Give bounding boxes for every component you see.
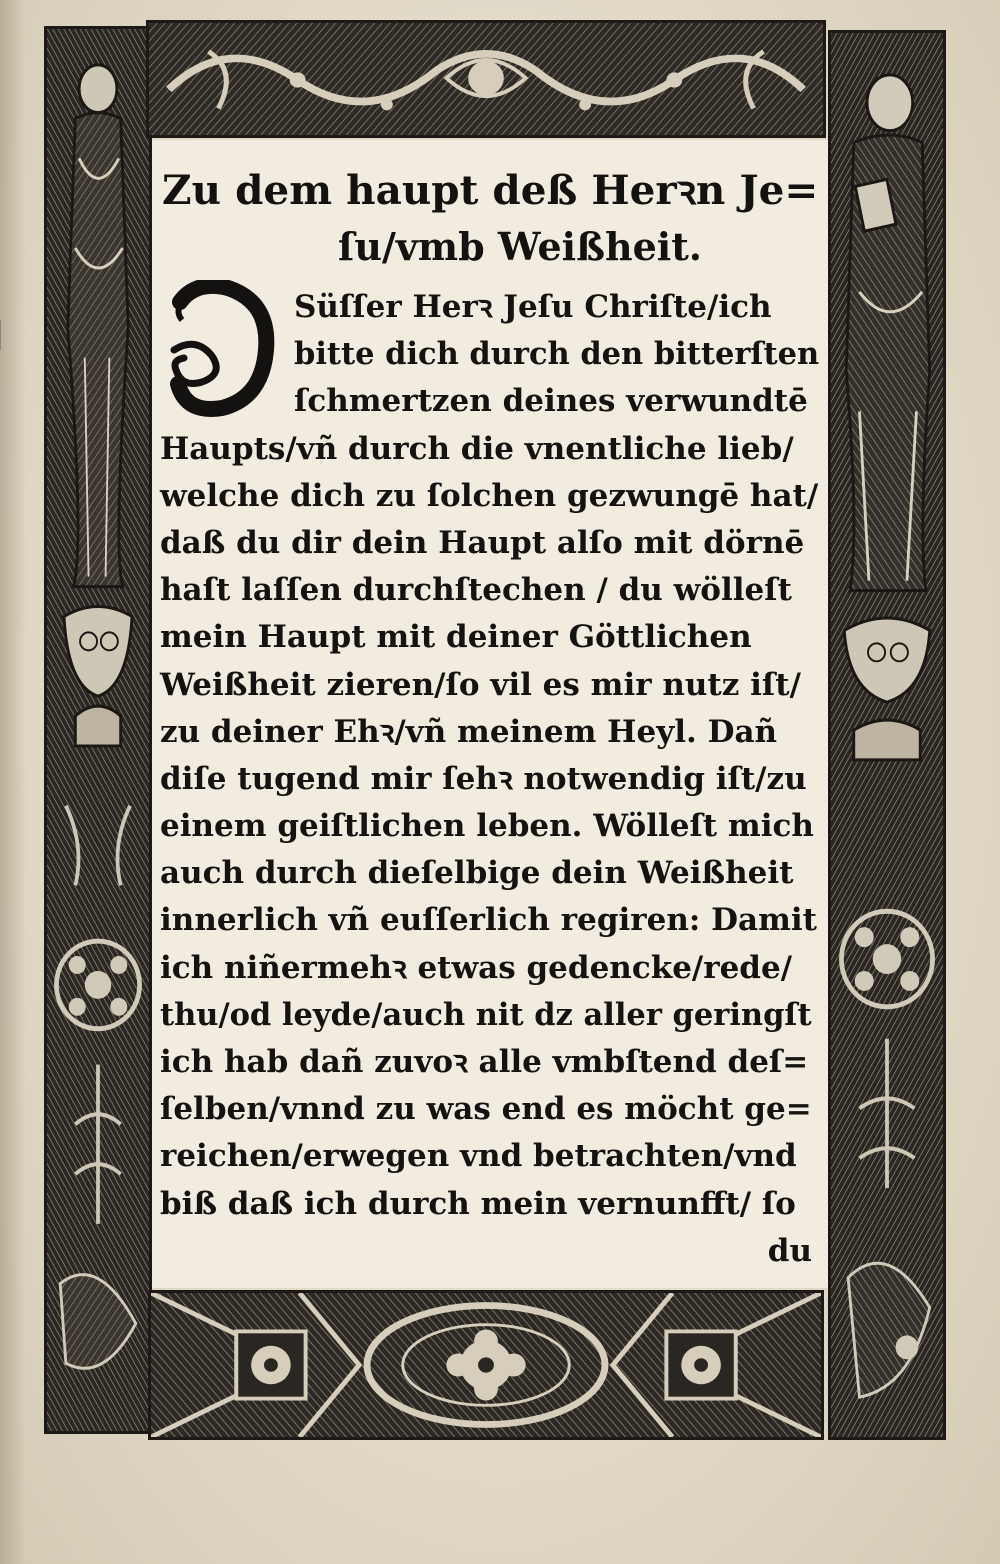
text-line: Weißheit zieren/ſo vil es mir nutz iſt/ bbox=[160, 666, 801, 703]
text-line: welche dich zu ſolchen gezwungē hat/ bbox=[160, 477, 819, 514]
woodcut-top-foliage bbox=[149, 23, 823, 135]
woodcut-bottom-rosettes bbox=[151, 1293, 821, 1437]
binding-gutter bbox=[0, 0, 26, 1564]
text-line: innerlich vñ euſſerlich regiren: Damit bbox=[160, 902, 817, 939]
text-line: ſelben/vnnd zu was end es möcht ge= bbox=[160, 1091, 812, 1128]
text-line: auch durch dieſelbige dein Weißheit bbox=[160, 855, 794, 892]
text-line: haſt laſſen durchſtechen / du wölleſt bbox=[160, 572, 792, 609]
text-line: Süſſer Herꝛ Jeſu Chriſte/ich bbox=[294, 289, 772, 325]
text-line: ich hab dañ zuvoꝛ alle vmbſtend deſ= bbox=[160, 1044, 809, 1080]
heading-line-1: Zu dem haupt deß Herꝛn Je= bbox=[162, 166, 819, 214]
text-line: ich niñermehꝛ etwas gedencke/rede/ bbox=[160, 949, 793, 986]
text-line: reichen/erwegen vnd betrachten/vnd bbox=[160, 1138, 797, 1175]
text-line: zu deiner Ehꝛ/vñ meinem Heyl. Dañ bbox=[160, 713, 778, 750]
woodcut-border-bottom bbox=[148, 1290, 824, 1440]
text-line: mein Haupt mit deiner Göttlichen bbox=[160, 619, 752, 656]
text-line: daß du dir dein Haupt alſo mit dörnē bbox=[160, 524, 805, 561]
text-line: diſe tugend mir ſehꝛ notwendig iſt/zu bbox=[160, 760, 807, 797]
text-line: thu/od leyde/auch nit dz aller geringſt bbox=[160, 996, 812, 1033]
woodcut-border-top bbox=[146, 20, 826, 138]
text-line: ſchmertzen deines verwundtē bbox=[294, 383, 808, 420]
prayer-body-text bbox=[160, 284, 820, 1275]
heading-line-2: ſu/vmb Weißheit. bbox=[337, 224, 703, 269]
prayer-heading bbox=[162, 160, 818, 274]
text-line: Haupts/vñ durch die vnentliche lieb/ bbox=[160, 430, 794, 467]
woodcut-border-left bbox=[44, 26, 152, 1434]
catchword: du bbox=[767, 1232, 812, 1269]
woodcut-left-illustration bbox=[47, 29, 149, 1431]
woodcut-right-illustration bbox=[831, 33, 943, 1437]
text-line: biß daß ich durch mein vernunfft/ ſo bbox=[160, 1185, 796, 1222]
text-line: einem geiſtlichen leben. Wölleſt mich bbox=[160, 808, 814, 845]
margin-mark bbox=[0, 320, 15, 350]
text-line: bitte dich durch den bitterſten bbox=[294, 336, 820, 373]
woodcut-border-right bbox=[828, 30, 946, 1440]
text-block bbox=[152, 140, 828, 1288]
